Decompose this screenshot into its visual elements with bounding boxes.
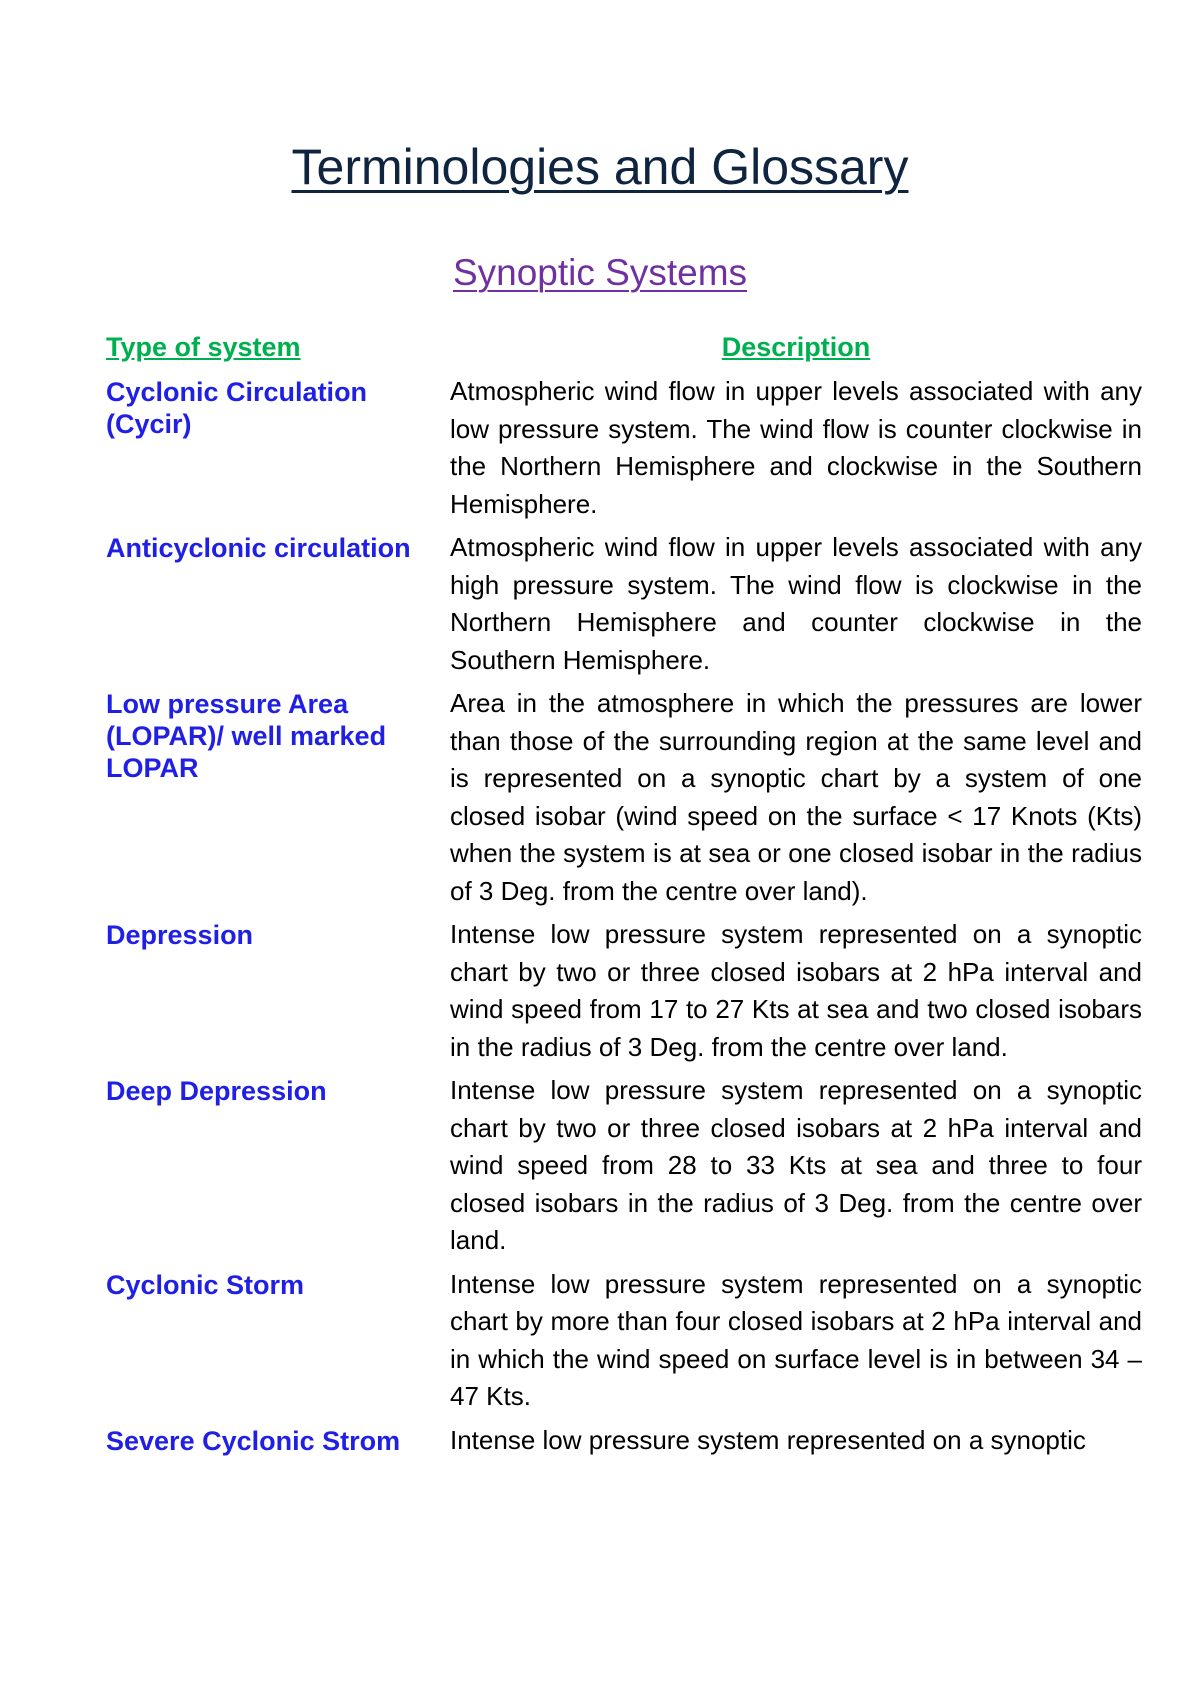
glossary-term: Cyclonic Circulation (Cycir) bbox=[106, 377, 368, 439]
glossary-term: Depression bbox=[106, 920, 254, 950]
glossary-table bbox=[106, 373, 1142, 1465]
glossary-description: Atmospheric wind flow in upper levels associated with any high pressure system. The wind flow is clockwise in the Northern Hemisphere and counter clockwise in the Southern Hemisphere. bbox=[450, 532, 1142, 675]
glossary-row bbox=[106, 1072, 1142, 1260]
glossary-description: Area in the atmosphere in which the pressures are lower than those of the surrounding region at the same level and is represented on a synoptic chart by a system of one closed isobar (wind speed on the surface < 17 Knots (Kts) when the system is at sea or one closed isobar in the radius of 3 Deg. from the centre over land). bbox=[450, 688, 1142, 906]
glossary-description: Atmospheric wind flow in upper levels associated with any low pressure system. The wind flow is counter clockwise in the Northern Hemisphere and clockwise in the Southern Hemisphere. bbox=[450, 376, 1142, 519]
glossary-term: Cyclonic Storm bbox=[106, 1269, 305, 1300]
glossary-term: Deep Depression bbox=[106, 1076, 327, 1106]
glossary-description: Intense low pressure system represented on a synoptic chart by two or three closed isobars at 2 hPa interval and wind speed from 17 to 27 Kts at sea and two closed isobars in the radius of 3 Deg. from the centre over land. bbox=[450, 919, 1142, 1062]
glossary-description: Intense low pressure system represented on a synoptic bbox=[450, 1424, 1086, 1455]
glossary-row bbox=[106, 1422, 1142, 1460]
glossary-row bbox=[106, 916, 1142, 1066]
glossary-description: Intense low pressure system represented on a synoptic chart by more than four closed isobars at 2 hPa interval and in which the wind speed on surface level is in between 34 – 47 Kts. bbox=[450, 1268, 1142, 1411]
glossary-row bbox=[106, 685, 1142, 910]
glossary-row bbox=[106, 373, 1142, 523]
page-title: Terminologies and Glossary bbox=[291, 139, 909, 195]
glossary-term: Low pressure Area (LOPAR)/ well marked LOPAR bbox=[106, 689, 387, 783]
column-header-description: Description bbox=[721, 332, 871, 362]
glossary-term: Severe Cyclonic Strom bbox=[106, 1425, 401, 1456]
glossary-term: Anticyclonic circulation bbox=[106, 533, 411, 563]
glossary-row bbox=[106, 1266, 1142, 1416]
section-title: Synoptic Systems bbox=[452, 252, 748, 293]
glossary-row bbox=[106, 529, 1142, 679]
column-header-type: Type of system bbox=[106, 332, 301, 362]
glossary-description: Intense low pressure system represented on a synoptic chart by two or three closed isobars at 2 hPa interval and wind speed from 28 to 33 Kts at sea and three to four closed isobars in the radius of 3 Deg. from the centre over land. bbox=[450, 1075, 1142, 1255]
